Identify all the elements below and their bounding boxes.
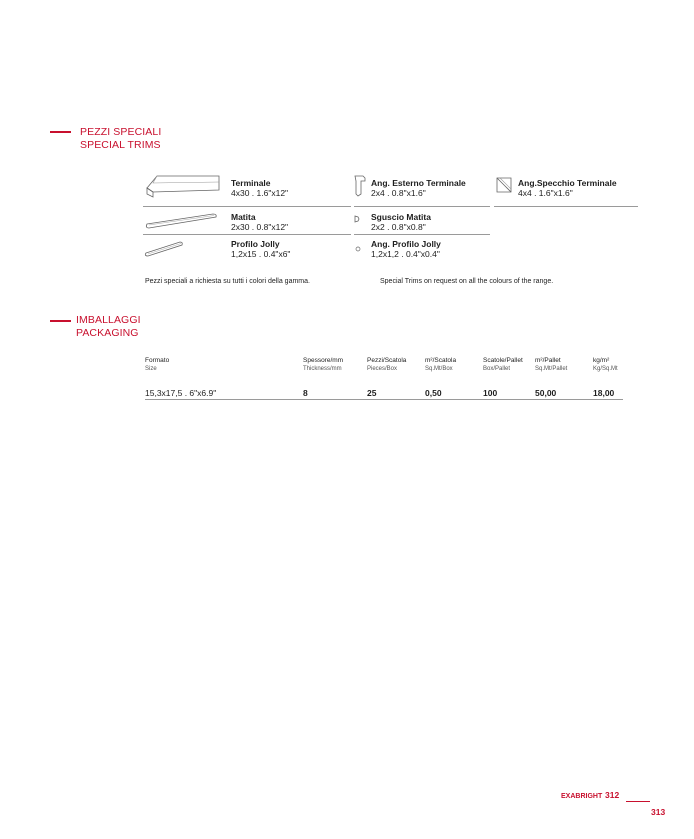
footer-accent-line xyxy=(626,801,650,802)
header-pieces-box: Pezzi/Scatola xyxy=(367,357,407,364)
ang-profilo-jolly-icon xyxy=(355,246,361,252)
terminale-trim-icon xyxy=(143,170,223,200)
header-kg-sqmt-en: Kg/Sq.Mt xyxy=(593,366,618,372)
trim-name-ang-specchio-terminale: Ang.Specchio Terminale xyxy=(518,178,617,188)
trim-name-matita: Matita xyxy=(231,212,256,222)
footer-page-left: 312 xyxy=(605,790,620,800)
header-size: Formato xyxy=(145,357,170,364)
trim-row-divider xyxy=(354,234,490,235)
cell-box-pallet: 100 xyxy=(483,388,498,398)
cell-sqmt-box: 0,50 xyxy=(425,388,442,398)
trim-dims-ang-profilo-jolly: 1,2x1,2 . 0.4"x0.4" xyxy=(371,249,440,259)
trim-row-divider xyxy=(354,206,490,207)
trim-dims-profilo-jolly: 1,2x15 . 0.4"x6" xyxy=(231,249,291,259)
header-kg-sqmt: kg/m² xyxy=(593,357,610,364)
trim-dims-matita: 2x30 . 0.8"x12" xyxy=(231,222,289,232)
footer-brand: EXABRIGHT xyxy=(561,793,603,800)
header-box-pallet: Scatole/Pallet xyxy=(483,357,523,364)
header-pieces-box-en: Pieces/Box xyxy=(367,366,398,372)
sguscio-matita-icon xyxy=(354,215,360,223)
profilo-jolly-icon xyxy=(143,238,185,258)
header-sqmt-pallet-en: Sq.Mt/Pallet xyxy=(535,366,568,372)
trim-row-divider xyxy=(494,206,638,207)
ang-esterno-terminale-icon xyxy=(354,175,366,197)
trim-row-divider xyxy=(143,234,351,235)
cell-thickness: 8 xyxy=(303,388,308,398)
trim-row-divider xyxy=(143,206,351,207)
trim-name-sguscio-matita: Sguscio Matita xyxy=(371,212,431,222)
special-trims-note-english: Special Trims on request on all the colours of the range. xyxy=(380,278,554,285)
header-size-en: Size xyxy=(145,366,157,372)
cell-sqmt-pallet: 50,00 xyxy=(535,388,557,398)
trim-name-profilo-jolly: Profilo Jolly xyxy=(231,239,280,249)
trim-dims-ang-specchio-terminale: 4x4 . 1.6"x1.6" xyxy=(518,188,573,198)
header-sqmt-box: m²/Scatola xyxy=(425,357,457,364)
section-accent-line xyxy=(50,131,71,133)
table-rule xyxy=(145,399,623,400)
trim-dims-terminale: 4x30 . 1.6"x12" xyxy=(231,188,289,198)
header-sqmt-box-en: Sq.Mt/Box xyxy=(425,366,453,372)
matita-trim-icon xyxy=(143,210,219,230)
footer-page-right: 313 xyxy=(651,807,666,817)
header-box-pallet-en: Box/Pallet xyxy=(483,366,511,372)
special-trims-subtitle: SPECIAL TRIMS xyxy=(80,139,161,151)
ang-specchio-terminale-icon xyxy=(496,177,512,193)
section-accent-line xyxy=(50,320,71,322)
cell-size: 15,3x17,5 . 6"x6.9" xyxy=(145,388,217,398)
trim-dims-ang-esterno-terminale: 2x4 . 0.8"x1.6" xyxy=(371,188,426,198)
trim-dims-sguscio-matita: 2x2 . 0.8"x0.8" xyxy=(371,222,426,232)
header-thickness: Spessore/mm xyxy=(303,357,344,364)
trim-name-ang-esterno-terminale: Ang. Esterno Terminale xyxy=(371,178,466,188)
special-trims-note-italian: Pezzi speciali a richiesta su tutti i colori della gamma. xyxy=(145,278,310,285)
packaging-title: IMBALLAGGI xyxy=(76,314,141,326)
trim-name-ang-profilo-jolly: Ang. Profilo Jolly xyxy=(371,239,441,249)
packaging-subtitle: PACKAGING xyxy=(76,327,139,339)
special-trims-title: PEZZI SPECIALI xyxy=(80,126,162,138)
header-thickness-en: Thickness/mm xyxy=(303,366,342,372)
header-sqmt-pallet: m²/Pallet xyxy=(535,357,561,364)
cell-kg-sqmt: 18,00 xyxy=(593,388,615,398)
trim-name-terminale: Terminale xyxy=(231,178,271,188)
cell-pieces-box: 25 xyxy=(367,388,377,398)
